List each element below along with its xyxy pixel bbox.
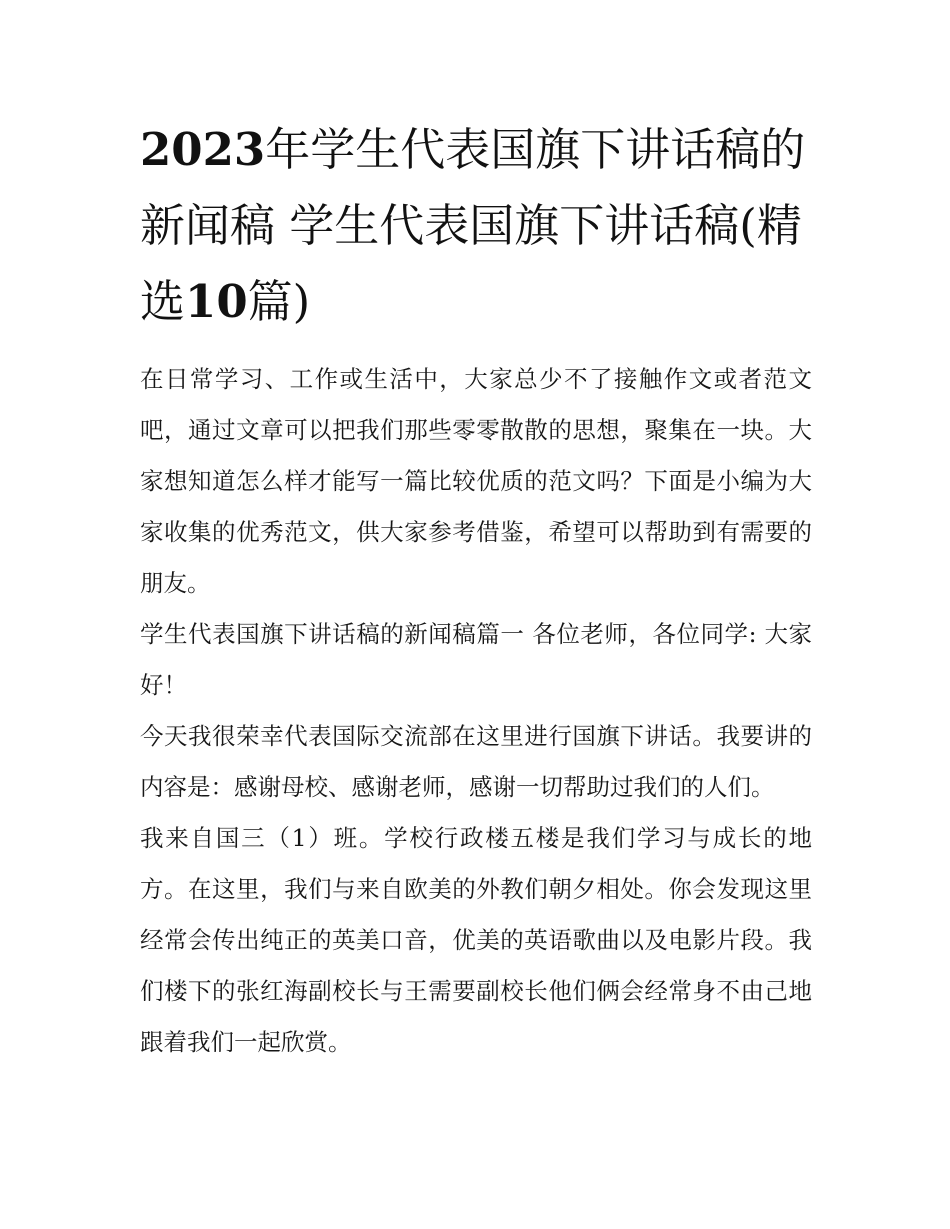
paragraph-opening: 今天我很荣幸代表国际交流部在这里进行国旗下讲话。我要讲的内容是：感谢母校、感谢老师，感谢一切帮助过我们的人们。 bbox=[140, 722, 812, 801]
title-year: 2023 bbox=[140, 123, 266, 176]
paragraph-greeting: 学生代表国旗下讲话稿的新闻稿篇一 各位老师，各位同学: 大家好！ bbox=[140, 620, 812, 699]
title-text: 年学生代表国旗下讲话稿的新闻稿 学生代表国旗下讲话稿(精选 bbox=[140, 123, 806, 328]
title-suffix: 篇) bbox=[247, 275, 311, 328]
title-count: 10 bbox=[185, 275, 248, 328]
document-title bbox=[140, 112, 812, 340]
document-content bbox=[140, 112, 812, 1068]
paragraph-intro: 在日常学习、工作或生活中，大家总少不了接触作文或者范文吧，通过文章可以把我们那些零零散散的思想，聚集在一块。大家想知道怎么样才能写一篇比较优质的范文吗？下面是小编为大家收集的优秀范文，供大家参考借鉴，希望可以帮助到有需要的朋友。 bbox=[140, 365, 812, 597]
paragraph-class: 我来自国三（1）班。学校行政楼五楼是我们学习与成长的地方。在这里，我们与来自欧美的外教们朝夕相处。你会发现这里经常会传出纯正的英美口音，优美的英语歌曲以及电影片段。我们楼下的张红海副校长与王需要副校长他们俩会经常身不由己地跟着我们一起欣赏。 bbox=[140, 824, 812, 1056]
